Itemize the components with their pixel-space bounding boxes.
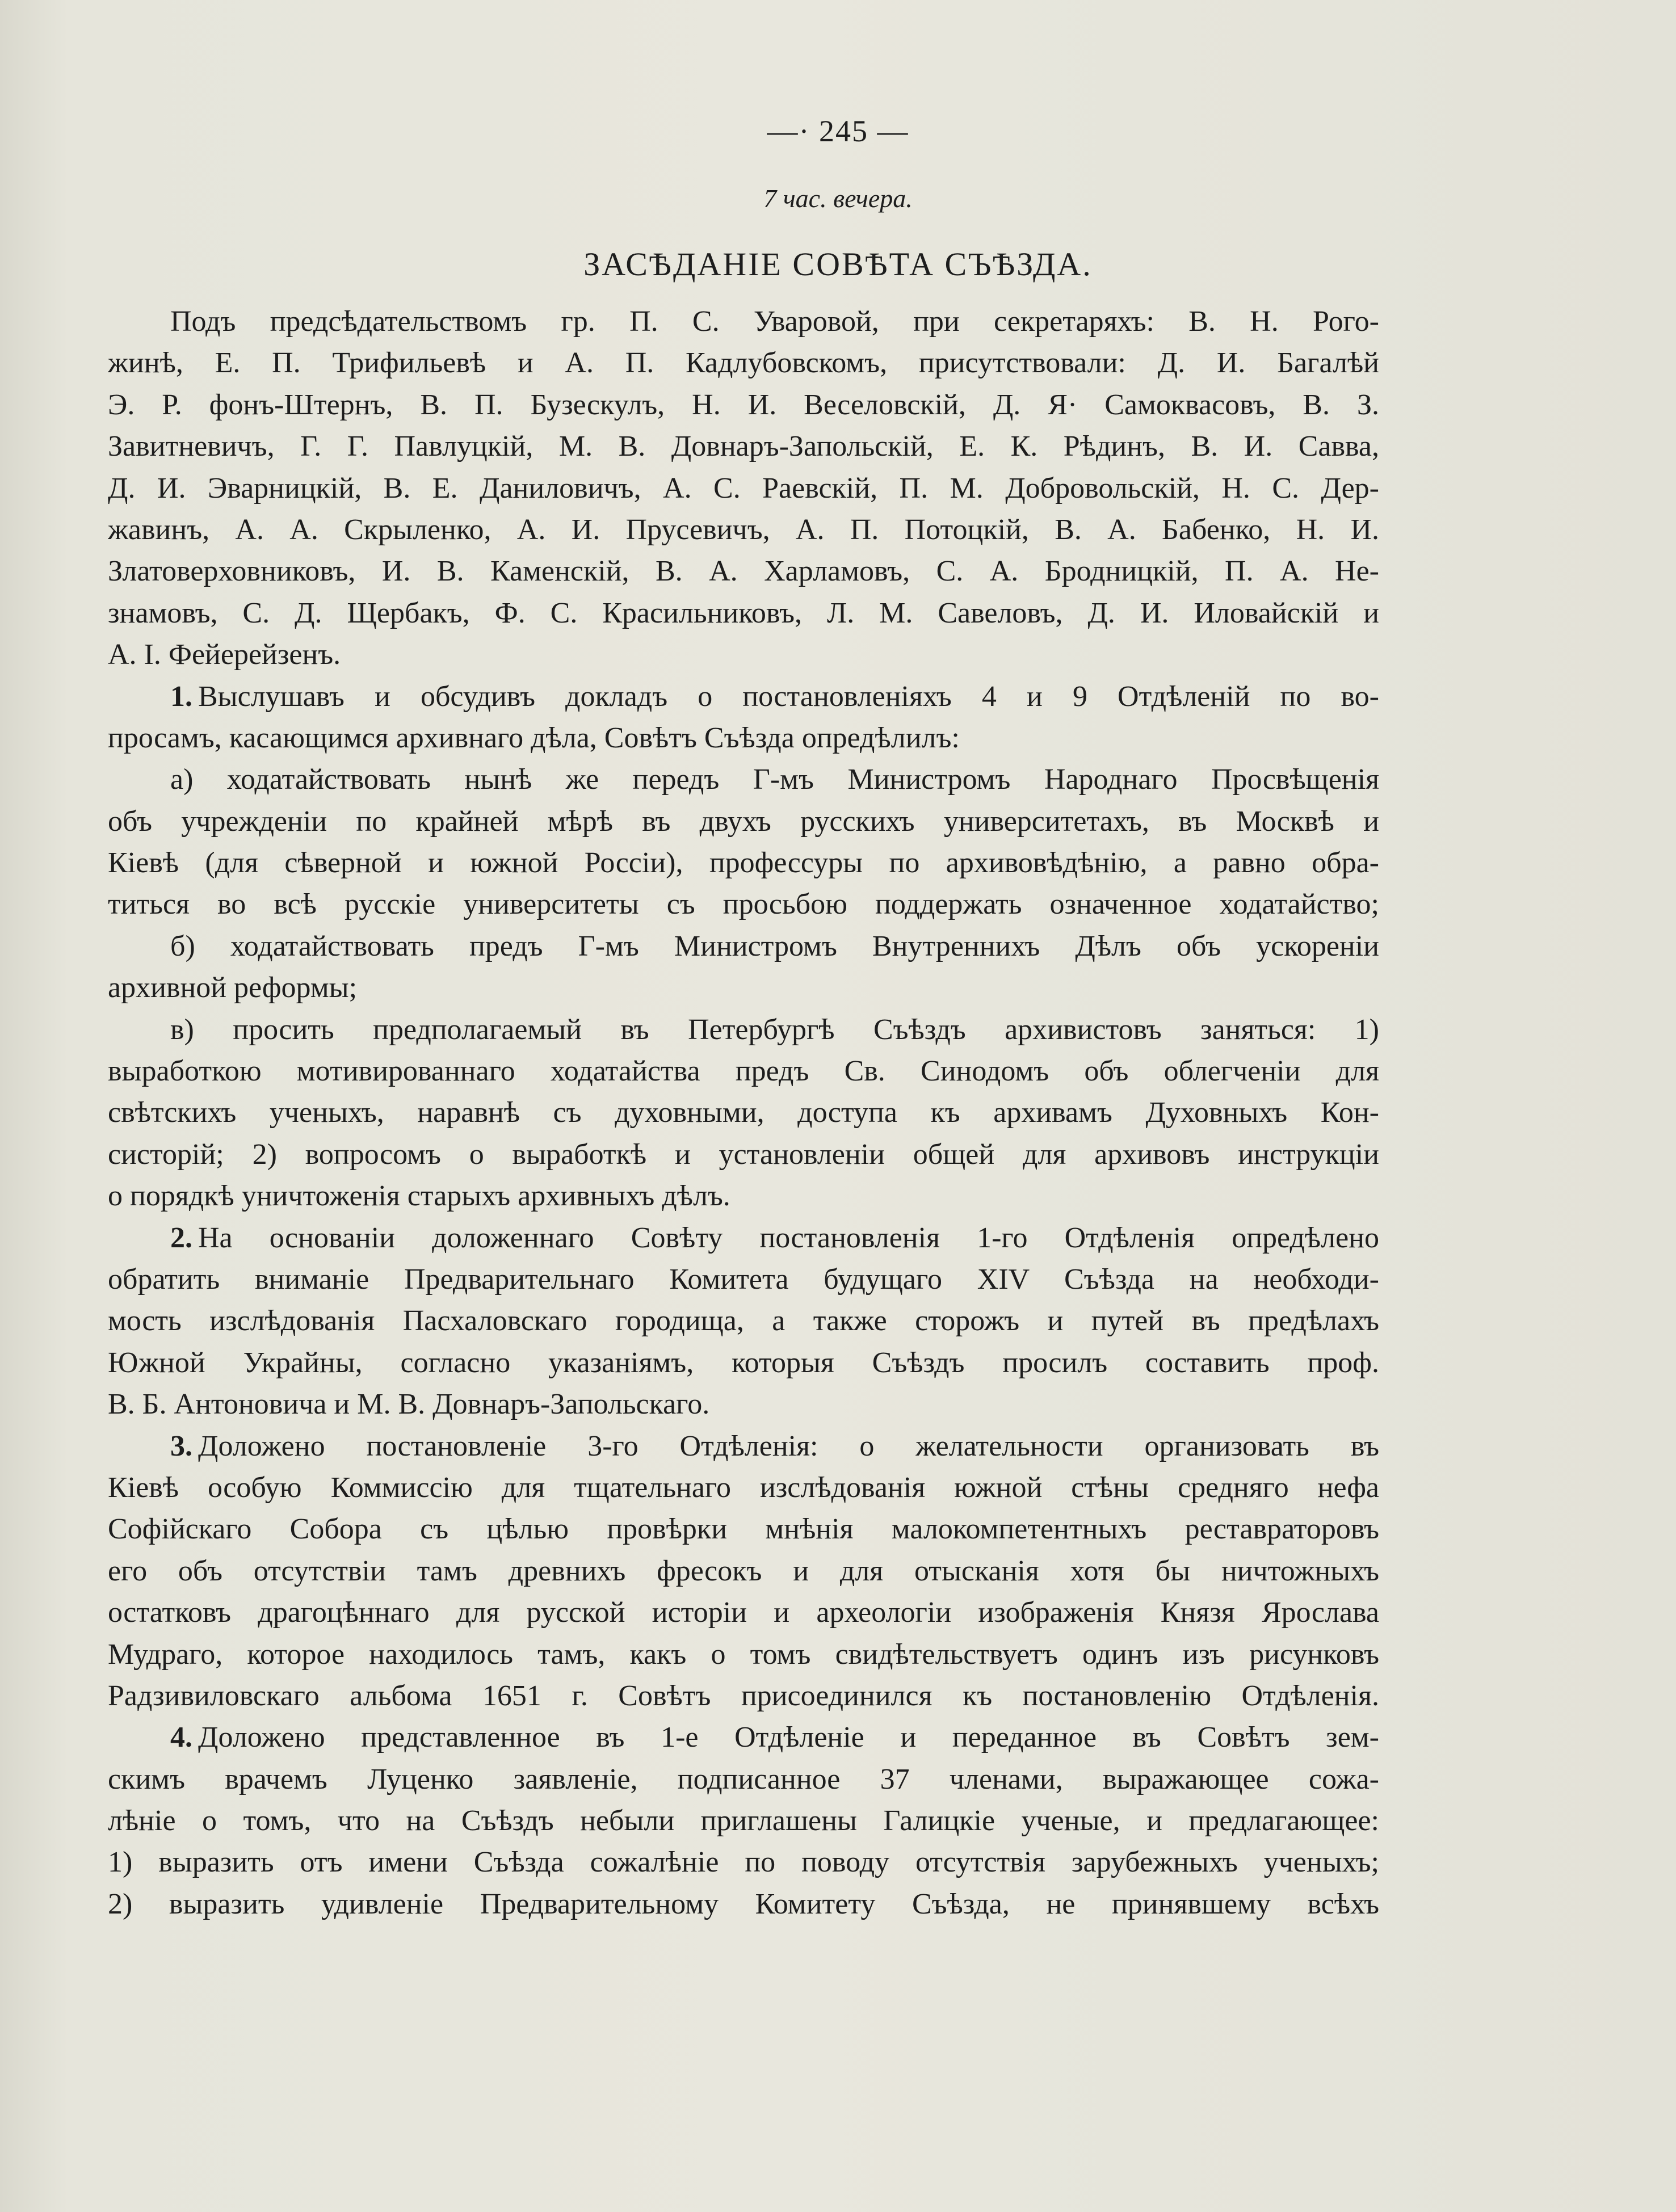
text-line	[108, 1175, 1379, 1217]
line-text: Мудраго, которое находилось тамъ, какъ о томъ свидѣтельствуетъ одинъ изъ рисунковъ	[108, 1638, 1379, 1671]
line-text: А. І. Фейерейзенъ.	[108, 638, 341, 671]
line-text: Выслушавъ и обсудивъ докладъ о постановленіяхъ 4 и 9 Отдѣленій по во-	[198, 680, 1379, 713]
text-line	[108, 1634, 1379, 1675]
text-line	[108, 1092, 1379, 1133]
text-line	[108, 384, 1379, 426]
line-text: его объ отсутствіи тамъ древнихъ фресокъ и для отысканія хотя бы ничтожныхъ	[108, 1554, 1379, 1587]
text-line	[108, 1759, 1379, 1800]
body-text	[108, 301, 1379, 1925]
text-line	[108, 342, 1379, 384]
text-line	[108, 1717, 1379, 1758]
text-line	[108, 1134, 1379, 1175]
item-number: 3.	[170, 1429, 192, 1462]
text-line	[108, 1425, 1379, 1467]
line-text: Доложено представленное въ 1-е Отдѣленіе и переданное въ Совѣтъ зем-	[198, 1721, 1379, 1754]
line-text: Завитневичъ, Г. Г. Павлуцкій, М. В. Довнаръ-Запольскій, Е. К. Рѣдинъ, В. И. Савва,	[108, 430, 1379, 463]
text-line	[108, 801, 1379, 842]
text-line	[108, 1050, 1379, 1092]
text-line	[108, 926, 1379, 967]
line-text: а) ходатайствовать нынѣ же передъ Г-мъ Министромъ Народнаго Просвѣщенія	[170, 763, 1379, 796]
line-text: просамъ, касающимся архивнаго дѣла, Совѣтъ Съѣзда опредѣлилъ:	[108, 721, 960, 754]
line-text: В. Б. Антоновича и М. В. Довнаръ-Запольскаго.	[108, 1388, 710, 1421]
line-text: мость изслѣдованія Пасхаловскаго городища, а также сторожъ и путей въ предѣлахъ	[108, 1305, 1379, 1338]
line-text: свѣтскихъ ученыхъ, наравнѣ съ духовными, доступа къ архивамъ Духовныхъ Кон-	[108, 1096, 1379, 1129]
text-line	[108, 842, 1379, 884]
text-line	[108, 1675, 1379, 1717]
line-text: Южной Украйны, согласно указаніямъ, которыя Съѣздъ просилъ составить проф.	[108, 1346, 1379, 1379]
text-line	[108, 717, 1379, 759]
line-text: 2) выразить удивленіе Предварительному Комитету Съѣзда, не принявшему всѣхъ	[108, 1887, 1379, 1920]
line-text: остатковъ драгоцѣннаго для русской исторіи и археологіи изображенія Князя Ярослава	[108, 1596, 1379, 1629]
line-text: объ учрежденіи по крайней мѣрѣ въ двухъ русскихъ университетахъ, въ Москвѣ и	[108, 805, 1379, 838]
item-number: 2.	[170, 1221, 192, 1254]
text-line	[108, 1550, 1379, 1592]
line-text: в) просить предполагаемый въ Петербургѣ Съѣздъ архивистовъ заняться: 1)	[170, 1013, 1379, 1046]
item-number: 4.	[170, 1721, 192, 1754]
text-line	[108, 967, 1379, 1008]
text-line	[108, 759, 1379, 800]
line-text: обратить вниманіе Предварительнаго Комитета будущаго XIV Съѣзда на необходи-	[108, 1263, 1379, 1296]
text-line	[108, 1009, 1379, 1050]
line-text: Д. И. Эварницкій, В. Е. Даниловичъ, А. С. Раевскій, П. М. Добровольскій, Н. С. Дер-	[108, 472, 1379, 504]
line-text: знамовъ, С. Д. Щербакъ, Ф. С. Красильниковъ, Л. М. Савеловъ, Д. И. Иловайскій и	[108, 596, 1379, 629]
text-line	[108, 884, 1379, 925]
text-line	[108, 1259, 1379, 1300]
text-line	[108, 1883, 1379, 1925]
text-line	[108, 592, 1379, 634]
text-line	[108, 1467, 1379, 1508]
line-text: Софійскаго Собора съ цѣлью провѣрки мнѣнія малокомпетентныхъ реставраторовъ	[108, 1513, 1379, 1546]
text-line	[108, 1300, 1379, 1342]
item-number: 1.	[170, 680, 192, 713]
session-time: 7 час. вечера.	[763, 184, 913, 213]
text-line	[108, 1841, 1379, 1883]
line-text: Доложено постановленіе 3-го Отдѣленія: о желательности организовать въ	[198, 1429, 1379, 1462]
text-line	[108, 634, 1379, 675]
text-line	[108, 1217, 1379, 1259]
text-line	[108, 676, 1379, 717]
line-text: 1) выразить отъ имени Съѣзда сожалѣніе по поводу отсутствія зарубежныхъ ученыхъ;	[108, 1846, 1379, 1879]
text-line	[108, 550, 1379, 592]
line-text: Кіевѣ особую Коммиссію для тщательнаго изслѣдованія южной стѣны средняго нефа	[108, 1471, 1379, 1504]
line-text: Кіевѣ (для сѣверной и южной Россіи), профессуры по архивовѣдѣнію, а равно обра-	[108, 847, 1379, 880]
line-text: б) ходатайствовать предъ Г-мъ Министромъ Внутреннихъ Дѣлъ объ ускореніи	[170, 930, 1379, 962]
line-text: систорій; 2) вопросомъ о выработкѣ и установленіи общей для архивовъ инструкціи	[108, 1138, 1379, 1171]
line-text: жинѣ, Е. П. Трифильевѣ и А. П. Кадлубовскомъ, присутствовали: Д. И. Багалѣй	[108, 347, 1379, 380]
line-text: На основаніи доложеннаго Совѣту постановленія 1-го Отдѣленія опредѣлено	[198, 1221, 1379, 1254]
text-line	[108, 1592, 1379, 1633]
line-text: Златоверховниковъ, И. В. Каменскій, В. А. Харламовъ, С. А. Бродницкій, П. А. Не-	[108, 555, 1379, 588]
page-number: —· 245 —	[767, 114, 909, 148]
line-text: выработкою мотивированнаго ходатайства предъ Св. Синодомъ объ облегченіи для	[108, 1055, 1379, 1088]
text-line	[108, 1800, 1379, 1841]
text-line	[108, 468, 1379, 509]
section-title: ЗАСѢДАНІЕ СОВѢТА СЪѢЗДА.	[583, 246, 1093, 283]
line-text: о порядкѣ уничтоженія старыхъ архивныхъ дѣлъ.	[108, 1180, 730, 1213]
text-line	[108, 509, 1379, 550]
text-line	[108, 301, 1379, 342]
text-line	[108, 1508, 1379, 1550]
text-line	[108, 1383, 1379, 1425]
line-text: Подъ предсѣдательствомъ гр. П. С. Уваровой, при секретаряхъ: В. Н. Рого-	[170, 305, 1379, 338]
line-text: титься во всѣ русскіе университеты съ просьбою поддержать означенное ходатайство;	[108, 888, 1379, 921]
line-text: Э. Р. фонъ-Штернъ, В. П. Бузескулъ, Н. И. Веселовскій, Д. Я· Самоквасовъ, В. З.	[108, 388, 1379, 421]
line-text: скимъ врачемъ Луценко заявленіе, подписанное 37 членами, выражающее сожа-	[108, 1763, 1379, 1795]
line-text: лѣніе о томъ, что на Съѣздъ небыли приглашены Галицкіе ученые, и предлагающее:	[108, 1805, 1379, 1837]
line-text: жавинъ, А. А. Скрыленко, А. И. Прусевичъ, А. П. Потоцкій, В. А. Бабенко, Н. И.	[108, 513, 1379, 546]
text-line	[108, 1342, 1379, 1383]
line-text: архивной реформы;	[108, 972, 358, 1004]
line-text: Радзивиловскаго альбома 1651 г. Совѣтъ присоединился къ постановленію Отдѣленія.	[108, 1679, 1379, 1712]
text-line	[108, 426, 1379, 467]
